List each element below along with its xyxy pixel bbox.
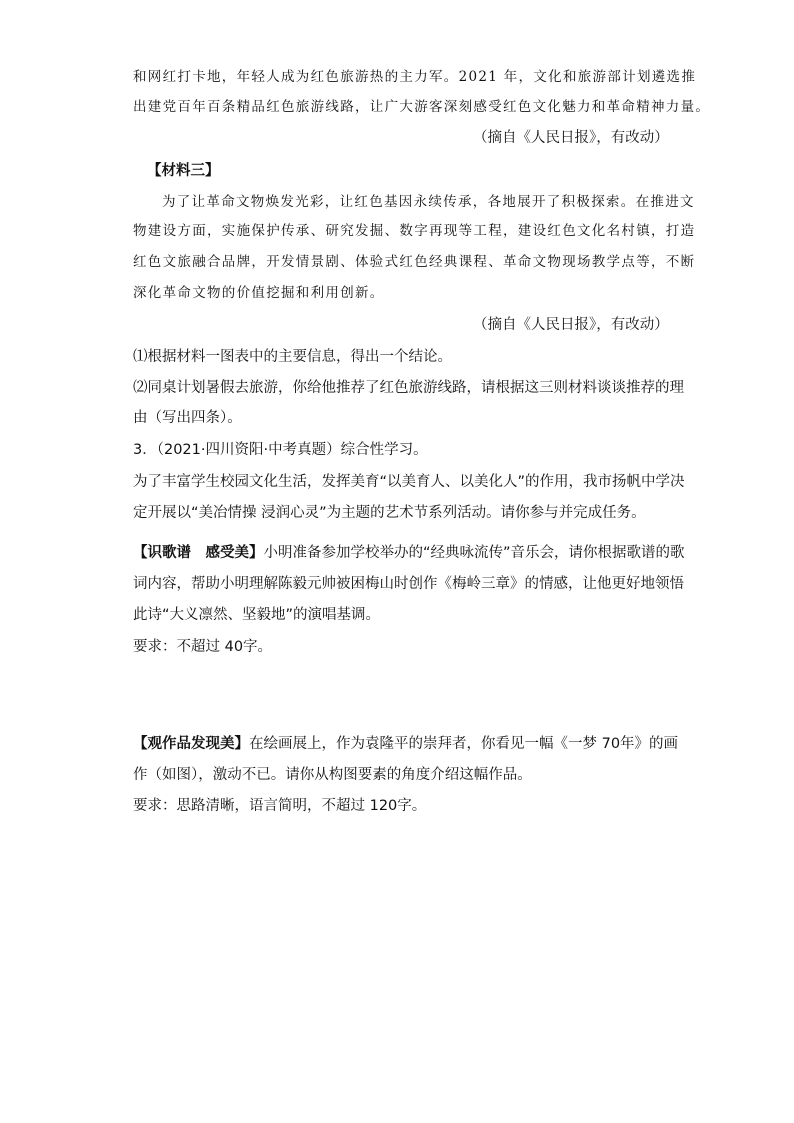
question-2-line-2: 由（写出四条）。 bbox=[133, 410, 242, 426]
material3-heading: 【材料三】 bbox=[147, 163, 220, 179]
material2-source: （摘自《人民日报》，有改动） bbox=[473, 130, 669, 146]
task-2-line-1 bbox=[133, 734, 678, 754]
material2-line-2: 出建党百年百条精品红色旅游线路，让广大游客深刻感受红色文化魅力和革命精神力量。 bbox=[133, 99, 711, 115]
task-1-line-1 bbox=[133, 543, 685, 563]
material3-line-1: 为了让革命文物焕发光彩，让红色基因永续传承，各地展开了积极探索。在推进文 bbox=[162, 194, 695, 210]
question-1: ⑴根据材料一图表中的主要信息，得出一个结论。 bbox=[133, 349, 452, 365]
task-1-label: 【识歌谱 感受美】 bbox=[133, 545, 264, 561]
material3-line-2: 物建设方面，实施保护传承、研究发掘、数字再现等工程，建设红色文化名村镇，打造 bbox=[133, 223, 696, 239]
task-2-requirement: 要求：思路清晰，语言简明，不超过 120字。 bbox=[133, 798, 427, 814]
task-2-text-1: 在绘画展上，作为袁隆平的崇拜者，你看见一幅《一梦 70年》的画 bbox=[249, 736, 679, 752]
material2-line-1: 和网红打卡地，年轻人成为红色旅游热的主力军。2021 年，文化和旅游部计划遴选推 bbox=[133, 69, 697, 85]
task-1-text-1: 小明准备参加学校举办的“经典咏流传”音乐会，请你根据歌谱的歌 bbox=[263, 545, 685, 561]
problem-3-title: 3．（2021·四川资阳·中考真题）综合性学习。 bbox=[133, 442, 428, 458]
material3-source: （摘自《人民日报》，有改动） bbox=[473, 317, 669, 333]
question-2-line-1: ⑵同桌计划暑假去旅游，你给他推荐了红色旅游线路，请根据这三则材料谈谈推荐的理 bbox=[133, 380, 684, 396]
material3-line-4: 深化革命文物的价值挖掘和利用创新。 bbox=[133, 285, 385, 301]
problem-3-intro-line-2: 定开展以“美冶情操 浸润心灵”为主题的艺术节系列活动。请你参与并完成任务。 bbox=[133, 505, 646, 521]
material3-line-3: 红色文旅融合品牌，开发情景剧、体验式红色经典课程、革命文物现场教学点等，不断 bbox=[133, 254, 696, 270]
task-2-line-2: 作（如图），激动不已。请你从构图要素的角度介绍这幅作品。 bbox=[133, 767, 532, 783]
problem-3-intro-line-1: 为了丰富学生校园文化生活，发挥美育“以美育人、以美化人”的作用，我市扬帆中学决 bbox=[133, 474, 685, 490]
task-1-requirement: 要求：不超过 40字。 bbox=[133, 639, 273, 655]
task-2-label: 【观作品发现美】 bbox=[133, 736, 249, 752]
task-1-line-3: 此诗“大义凛然、坚毅地”的演唱基调。 bbox=[133, 607, 381, 623]
task-1-line-2: 词内容，帮助小明理解陈毅元帅被困梅山时创作《梅岭三章》的情感，让他更好地领悟 bbox=[133, 576, 684, 592]
